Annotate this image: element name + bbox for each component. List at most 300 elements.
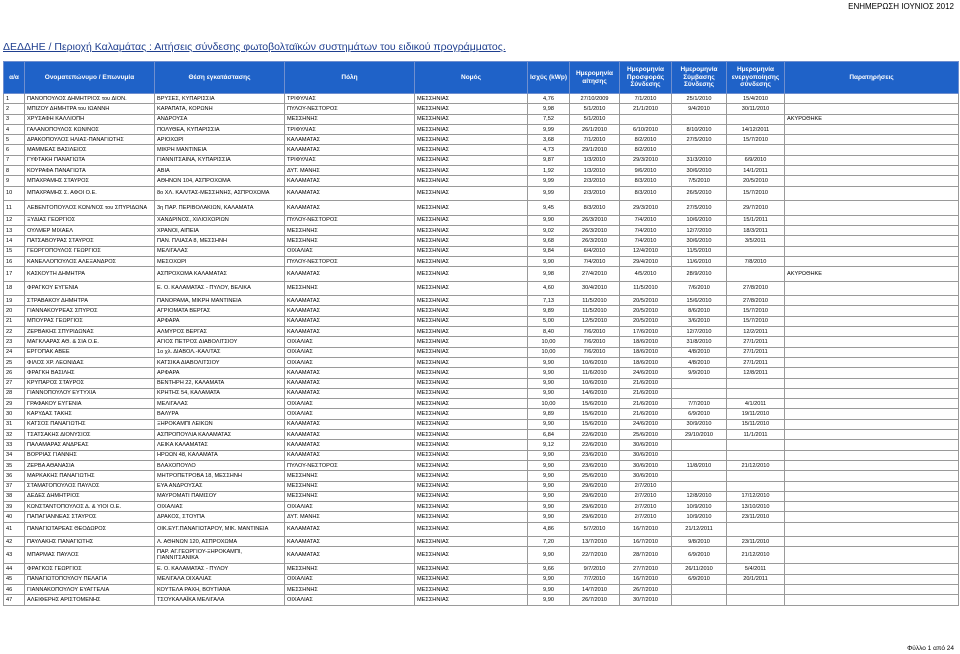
table-cell: 15/1/2011 — [727, 215, 785, 225]
table-cell: 3 — [4, 114, 25, 124]
table-cell: 2/7/2010 — [620, 491, 672, 501]
table-cell: 8/2/2010 — [620, 135, 672, 145]
table-cell: 40 — [4, 512, 25, 522]
table-cell: 21/12/2010 — [727, 547, 785, 564]
table-cell: 14/7/2010 — [570, 585, 620, 595]
table-row — [4, 440, 959, 450]
table-row — [4, 186, 959, 201]
table-cell — [785, 512, 959, 522]
table-cell: 15/6/2010 — [570, 399, 620, 409]
table-cell: 26/3/2010 — [570, 225, 620, 235]
table-cell: ΠΟΛΥΘΕΑ, ΚΥΠΑΡΙΣΣΙΑ — [155, 124, 285, 134]
table-cell: 26 — [4, 368, 25, 378]
table-cell: ΚΑΛΑΜΑΤΑΣ — [285, 440, 415, 450]
table-cell: 6/10/2010 — [620, 124, 672, 134]
table-cell: 4/1/2011 — [727, 399, 785, 409]
table-cell: 20/5/2010 — [727, 176, 785, 186]
table-cell: 8 — [4, 166, 25, 176]
table-cell: ΚΑΡΥΔΑΣ ΤΑΚΗΣ — [25, 409, 155, 419]
table-cell: ΒΑΛΥΡΑ — [155, 409, 285, 419]
table-cell — [785, 537, 959, 547]
table-cell: 11/5/2010 — [672, 246, 727, 256]
table-row — [4, 246, 959, 256]
table-cell: 6,84 — [528, 430, 570, 440]
table-cell: 9,98 — [528, 104, 570, 114]
table-cell: 9,90 — [528, 368, 570, 378]
table-cell: 21/6/2010 — [620, 399, 672, 409]
table-cell — [672, 378, 727, 388]
table-row — [4, 471, 959, 481]
table-cell: ΚΑΛΑΜΑΤΑΣ — [285, 368, 415, 378]
table-cell: 9 — [4, 176, 25, 186]
table-cell: 30/6/2010 — [620, 450, 672, 460]
table-cell: 26/3/2010 — [570, 236, 620, 246]
table-cell: ΚΟΥΤΕΛΑ ΡΑΧΗ, ΒΟΥΤΙΑΝΑ — [155, 585, 285, 595]
table-cell: ΠΑΝΑΓΙΩΤΑΡΕΑΣ ΘΕΟΔΩΡΟΣ — [25, 522, 155, 537]
table-cell: ΚΑΡΑΠΑΤΑ, ΚΟΡΩΝΗ — [155, 104, 285, 114]
table-cell: 18/6/2010 — [620, 347, 672, 357]
table-cell: ΞΗΡΟΚΑΜΠΙ ΛΕΙΚΩΝ — [155, 419, 285, 429]
table-cell: 2/7/2010 — [620, 512, 672, 522]
table-cell: 11/1/2011 — [727, 430, 785, 440]
table-cell: 39 — [4, 502, 25, 512]
table-row — [4, 430, 959, 440]
table-cell: ΚΑΛΑΜΑΤΑΣ — [285, 547, 415, 564]
table-cell — [672, 145, 727, 155]
table-cell: 16/7/2010 — [620, 574, 672, 584]
table-row — [4, 574, 959, 584]
table-cell: 9/9/2010 — [672, 368, 727, 378]
table-cell: 9,99 — [528, 186, 570, 201]
table-cell — [727, 145, 785, 155]
table-row — [4, 327, 959, 337]
table-cell: 27/5/2010 — [672, 135, 727, 145]
table-cell: ΜΕΛΙΓΑΛΑ ΟΙΧΑΛΙΑΣ — [155, 574, 285, 584]
table-row — [4, 201, 959, 216]
table-row — [4, 368, 959, 378]
applications-table — [3, 61, 959, 606]
table-cell — [785, 399, 959, 409]
table-cell — [727, 471, 785, 481]
table-row — [4, 347, 959, 357]
table-row — [4, 114, 959, 124]
table-cell: ΜΕΣΣΗΝΗΣ — [285, 281, 415, 296]
table-cell: ΜΕΣΟΧΩΡΙ — [155, 256, 285, 266]
table-cell — [785, 574, 959, 584]
table-cell: ΦΙΛΟΣ ΧΡ. ΛΕΩΝΙΔΑΣ — [25, 357, 155, 367]
table-cell: ΜΕΣΣΗΝΙΑΣ — [415, 409, 528, 419]
table-cell: 9,90 — [528, 491, 570, 501]
table-cell: 8/2/2010 — [620, 145, 672, 155]
table-cell — [727, 267, 785, 282]
table-cell: 19 — [4, 296, 25, 306]
table-cell — [785, 215, 959, 225]
table-cell: 15/4/2010 — [727, 94, 785, 104]
table-row — [4, 166, 959, 176]
table-cell: ΜΕΣΣΗΝΙΑΣ — [415, 440, 528, 450]
table-cell: 21/12/2010 — [727, 460, 785, 470]
col-header: Ημερομηνία ενεργοποίησης σύνδεσης — [727, 62, 785, 94]
table-cell: 18/6/2010 — [620, 337, 672, 347]
table-cell: ΤΣΑΤΣΑΚΗΣ ΔΙΟΝΥΣΙΟΣ — [25, 430, 155, 440]
table-cell: 4,60 — [528, 281, 570, 296]
table-cell: 7/7/2010 — [570, 574, 620, 584]
table-cell: ΟΙΧΑΛΙΑΣ — [285, 357, 415, 367]
table-cell: 7/1/2010 — [570, 135, 620, 145]
table-cell: ΚΑΛΑΜΑΤΑΣ — [285, 306, 415, 316]
table-cell: 24/6/2010 — [620, 419, 672, 429]
table-row — [4, 296, 959, 306]
table-cell — [785, 124, 959, 134]
table-cell: 1/3/2010 — [570, 155, 620, 165]
table-row — [4, 522, 959, 537]
table-cell: ΜΕΣΣΗΝΙΑΣ — [415, 267, 528, 282]
table-cell: 18 — [4, 281, 25, 296]
table-cell: ΑΛΜΥΡΟΣ ΒΕΡΓΑΣ — [155, 327, 285, 337]
table-cell: ΕΥΑ ΑΝΔΡΟΥΣΑΣ — [155, 481, 285, 491]
update-date: ΕΝΗΜΕΡΩΣΗ ΙΟΥΝΙΟΣ 2012 — [848, 2, 954, 11]
table-cell — [727, 114, 785, 124]
table-cell: 10/9/2010 — [672, 512, 727, 522]
table-cell — [785, 296, 959, 306]
table-cell: 6/9/2010 — [672, 574, 727, 584]
table-cell: 8/3/2010 — [570, 201, 620, 216]
table-cell: ΚΑΛΑΜΑΤΑΣ — [285, 135, 415, 145]
table-cell — [727, 450, 785, 460]
table-cell: 46 — [4, 585, 25, 595]
table-cell — [785, 281, 959, 296]
table-row — [4, 155, 959, 165]
table-cell: 9,98 — [528, 267, 570, 282]
table-cell: 20 — [4, 306, 25, 316]
table-cell: 9,90 — [528, 547, 570, 564]
table-cell: 9,90 — [528, 419, 570, 429]
table-cell: ΜΕΣΣΗΝΙΑΣ — [415, 471, 528, 481]
table-cell: 27/7/2010 — [620, 564, 672, 574]
table-cell — [785, 145, 959, 155]
table-cell: ΟΙΧΑΛΙΑΣ — [285, 347, 415, 357]
table-cell: ΜΕΣΣΗΝΙΑΣ — [415, 337, 528, 347]
table-cell — [785, 368, 959, 378]
table-cell: ΑΒΙΑ — [155, 166, 285, 176]
table-cell: 27/8/2010 — [727, 281, 785, 296]
table-cell: 30/6/2010 — [672, 166, 727, 176]
table-cell: ΑΣΠΡΟΧΩΜΑ ΚΑΛΑΜΑΤΑΣ — [155, 267, 285, 282]
table-cell: ΒΕΝΤΗΡΗ 22, ΚΑΛΑΜΑΤΑ — [155, 378, 285, 388]
table-cell: ΣΤΑΜΑΤΟΠΟΥΛΟΣ ΠΑΥΛΟΣ — [25, 481, 155, 491]
table-cell: 34 — [4, 450, 25, 460]
table-cell: 9,87 — [528, 155, 570, 165]
table-cell: 19/11/2010 — [727, 409, 785, 419]
table-cell: 23/11/2010 — [727, 512, 785, 522]
table-cell: 9,99 — [528, 176, 570, 186]
table-cell — [727, 595, 785, 605]
table-cell — [785, 430, 959, 440]
table-cell — [727, 522, 785, 537]
table-cell: ΑΝΔΡΟΥΣΑ — [155, 114, 285, 124]
table-cell: 6/9/2010 — [672, 547, 727, 564]
col-header: Θέση εγκατάστασης — [155, 62, 285, 94]
table-cell: 12/5/2010 — [570, 316, 620, 326]
table-cell: ΚΑΤΣΟΣ ΠΑΝΑΓΙΩΤΗΣ — [25, 419, 155, 429]
table-cell: 23/6/2010 — [570, 450, 620, 460]
table-cell: 13/10/2010 — [727, 502, 785, 512]
col-header: Ονοματεπώνυμο / Επωνυμία — [25, 62, 155, 94]
table-cell: 7/5/2010 — [672, 176, 727, 186]
table-cell: 9,90 — [528, 378, 570, 388]
table-cell: ΜΕΣΣΗΝΙΑΣ — [415, 430, 528, 440]
table-row — [4, 316, 959, 326]
table-row — [4, 135, 959, 145]
table-cell: 25/6/2010 — [620, 430, 672, 440]
table-cell: 28/7/2010 — [620, 547, 672, 564]
table-cell: 18/6/2010 — [620, 357, 672, 367]
table-cell: ΜΕΣΣΗΝΙΑΣ — [415, 166, 528, 176]
table-cell: ΜΕΣΣΗΝΙΑΣ — [415, 145, 528, 155]
table-row — [4, 124, 959, 134]
table-cell: ΒΟΡΡΙΑΣ ΓΙΑΝΝΗΣ — [25, 450, 155, 460]
table-cell: 8/3/2010 — [620, 186, 672, 201]
table-cell: ΜΑΜΜΕΑΣ ΒΑΣΙΛΕΙΟΣ — [25, 145, 155, 155]
table-cell: ΚΑΛΑΜΑΤΑΣ — [285, 186, 415, 201]
table-row — [4, 176, 959, 186]
table-cell: ΜΕΣΣΗΝΙΑΣ — [415, 481, 528, 491]
table-cell — [785, 236, 959, 246]
table-cell: 23/6/2010 — [570, 460, 620, 470]
table-cell: 11/6/2010 — [570, 368, 620, 378]
table-cell: 43 — [4, 547, 25, 564]
table-cell: ΚΑΛΑΜΑΤΑΣ — [285, 176, 415, 186]
table-cell: ΔΡΑΚΟΣ, ΣΤΟΥΠΑ — [155, 512, 285, 522]
table-cell: 29/1/2010 — [570, 145, 620, 155]
table-cell — [785, 595, 959, 605]
table-cell — [785, 201, 959, 216]
table-row — [4, 94, 959, 104]
table-cell: ΜΕΣΣΗΝΙΑΣ — [415, 104, 528, 114]
table-cell: 6/9/2010 — [672, 409, 727, 419]
table-cell: ΠΑΠΑΓΙΑΝΝΕΑΣ ΣΤΑΥΡΟΣ — [25, 512, 155, 522]
table-cell: ΦΡΑΓΚΗ ΒΑΣΙΛΗΣ — [25, 368, 155, 378]
table-cell: 20/5/2010 — [620, 316, 672, 326]
table-cell: ΓΙΑΝΝΑΚΟΠΟΥΛΟΥ ΕΥΑΓΓΕΛΙΑ — [25, 585, 155, 595]
table-cell: ΜΙΚΡΗ ΜΑΝΤΙΝΕΙΑ — [155, 145, 285, 155]
table-cell: ΜΕΣΣΗΝΙΑΣ — [415, 176, 528, 186]
table-row — [4, 537, 959, 547]
table-cell — [672, 440, 727, 450]
table-cell: 12 — [4, 215, 25, 225]
table-cell: 30/6/2010 — [620, 471, 672, 481]
table-cell: ΜΕΣΣΗΝΙΑΣ — [415, 522, 528, 537]
table-cell: 27/1/2011 — [727, 337, 785, 347]
table-cell: 11/6/2010 — [672, 256, 727, 266]
table-cell: 7/4/2010 — [620, 215, 672, 225]
table-cell: 23/11/2010 — [727, 537, 785, 547]
table-cell: ΜΕΣΣΗΝΙΑΣ — [415, 347, 528, 357]
table-cell: ΧΡΥΣΑΦΗ ΚΑΛΛΙΟΠΗ — [25, 114, 155, 124]
table-cell — [672, 388, 727, 398]
table-cell: 3/5/2011 — [727, 236, 785, 246]
col-header: Ημερομηνία Σύμβασης Σύνδεσης — [672, 62, 727, 94]
table-cell: 27/8/2010 — [727, 296, 785, 306]
table-cell — [785, 409, 959, 419]
table-cell: 26/7/2010 — [570, 595, 620, 605]
table-cell: 24 — [4, 347, 25, 357]
table-cell: 15/7/2010 — [727, 135, 785, 145]
table-cell: 4 — [4, 124, 25, 134]
table-cell: 22/6/2010 — [570, 430, 620, 440]
table-cell: 31/3/2010 — [672, 155, 727, 165]
table-cell: ΒΛΑΧΟΠΟΥΛΟ — [155, 460, 285, 470]
table-row — [4, 357, 959, 367]
table-cell: 7/8/2010 — [727, 256, 785, 266]
table-cell: ΜΕΣΣΗΝΙΑΣ — [415, 225, 528, 235]
table-cell: ΚΑΛΑΜΑΤΑΣ — [285, 145, 415, 155]
table-cell: ΤΡΙΦΥΛΙΑΣ — [285, 124, 415, 134]
table-cell: ΠΥΛΟΥ-ΝΕΣΤΟΡΟΣ — [285, 104, 415, 114]
table-cell: ΚΑΝΕΛΛΟΠΟΥΛΟΣ ΑΛΕΞΑΝΔΡΟΣ — [25, 256, 155, 266]
table-cell: ΚΑΛΑΜΑΤΑΣ — [285, 430, 415, 440]
table-header-row — [4, 62, 959, 94]
table-cell: 22 — [4, 327, 25, 337]
table-cell — [672, 114, 727, 124]
table-cell: 9,90 — [528, 481, 570, 491]
table-cell: ΑΡΦΑΡΑ — [155, 316, 285, 326]
table-cell: ΜΕΣΣΗΝΙΑΣ — [415, 491, 528, 501]
table-cell: 9,90 — [528, 502, 570, 512]
table-cell: ΚΑΛΑΜΑΤΑΣ — [285, 316, 415, 326]
table-cell: 9,90 — [528, 256, 570, 266]
table-cell: ΜΕΣΣΗΝΙΑΣ — [415, 186, 528, 201]
table-cell: 12/7/2010 — [672, 225, 727, 235]
table-cell: 3,68 — [528, 135, 570, 145]
table-cell — [785, 491, 959, 501]
table-cell: 6/4/2010 — [570, 246, 620, 256]
table-cell: 29/7/2010 — [727, 201, 785, 216]
col-header: Νομός — [415, 62, 528, 94]
table-cell — [672, 481, 727, 491]
table-cell: ΜΕΣΣΗΝΙΑΣ — [415, 460, 528, 470]
table-cell: 12/8/2011 — [727, 368, 785, 378]
table-cell — [785, 337, 959, 347]
table-cell — [785, 460, 959, 470]
table-cell: ΚΑΛΑΜΑΤΑΣ — [285, 537, 415, 547]
table-cell: 9,90 — [528, 585, 570, 595]
table-cell: 12/4/2010 — [620, 246, 672, 256]
table-row — [4, 450, 959, 460]
table-cell: 16 — [4, 256, 25, 266]
table-cell: ΚΡΥΠΑΡΟΣ ΣΤΑΥΡΟΣ — [25, 378, 155, 388]
table-cell: 15/7/2010 — [727, 306, 785, 316]
table-cell: 9/7/2010 — [570, 564, 620, 574]
table-cell: 15/6/2010 — [570, 419, 620, 429]
table-cell: ΠΥΛΟΥ-ΝΕΣΤΟΡΟΣ — [285, 460, 415, 470]
table-cell: 11/5/2010 — [570, 296, 620, 306]
table-cell: ΜΕΣΣΗΝΗΣ — [285, 481, 415, 491]
table-cell: 5,00 — [528, 316, 570, 326]
table-cell: 15/7/2010 — [727, 316, 785, 326]
table-cell: 21/12/2011 — [672, 522, 727, 537]
table-cell: ΜΕΣΣΗΝΙΑΣ — [415, 316, 528, 326]
table-cell — [785, 176, 959, 186]
table-cell: 27/1/2011 — [727, 347, 785, 357]
table-cell: 22/7/2010 — [570, 547, 620, 564]
table-cell: 15/7/2010 — [727, 186, 785, 201]
table-cell: ΔΥΤ. ΜΑΝΗΣ — [285, 512, 415, 522]
table-cell — [785, 94, 959, 104]
table-cell: Ε. Ο. ΚΑΛΑΜΑΤΑΣ - ΠΥΛΟΥ — [155, 564, 285, 574]
table-cell: 28/9/2010 — [672, 267, 727, 282]
table-cell: ΜΕΣΣΗΝΙΑΣ — [415, 512, 528, 522]
table-cell: ΚΑΛΑΜΑΤΑΣ — [285, 378, 415, 388]
table-cell: ΚΑΛΑΜΑΤΑΣ — [285, 450, 415, 460]
table-cell: 4/5/2010 — [620, 267, 672, 282]
table-cell: 17/12/2010 — [727, 491, 785, 501]
table-row — [4, 502, 959, 512]
table-cell — [785, 306, 959, 316]
table-cell: 15 — [4, 246, 25, 256]
table-cell: ΜΑΥΡΟΜΑΤΙ ΠΑΜΙΣΟΥ — [155, 491, 285, 501]
table-cell: ΑΓΡΙΟΜΑΤΑ ΒΕΡΓΑΣ — [155, 306, 285, 316]
table-cell: 17/6/2010 — [620, 327, 672, 337]
table-cell: ΠΑΡ. ΑΓ.ΓΕΩΡΓΙΟΥ-ΞΗΡΟΚΑΜΠΙ, ΓΙΑΝΝΙΤΣΑΝΙΚΑ — [155, 547, 285, 564]
table-cell — [672, 471, 727, 481]
col-header: α/α — [4, 62, 25, 94]
table-cell: ΜΕΣΣΗΝΗΣ — [285, 564, 415, 574]
table-cell: ΜΠΑΧΡΑΜΗΣ ΣΤΑΥΡΟΣ — [25, 176, 155, 186]
col-header: Παρατηρήσεις — [785, 62, 959, 94]
table-cell — [785, 471, 959, 481]
table-cell: ΜΕΣΣΗΝΙΑΣ — [415, 399, 528, 409]
table-cell: 10 — [4, 186, 25, 201]
table-cell: ΜΕΣΣΗΝΙΑΣ — [415, 246, 528, 256]
table-cell: 9/6/2010 — [620, 166, 672, 176]
table-cell: ΚΑΛΑΜΑΤΑΣ — [285, 327, 415, 337]
table-cell: ΠΑΥΛΑΚΗΣ ΠΑΝΑΓΙΩΤΗΣ — [25, 537, 155, 547]
table-cell: 6/9/2010 — [727, 155, 785, 165]
table-cell: 27/10/2009 — [570, 94, 620, 104]
table-cell: ΜΠΑΡΜΑΣ ΠΑΥΛΟΣ — [25, 547, 155, 564]
table-cell: 41 — [4, 522, 25, 537]
table-cell: ΟΙΧΑΛΙΑΣ — [285, 502, 415, 512]
table-cell: 12/8/2010 — [672, 491, 727, 501]
table-cell: 30/9/2010 — [672, 419, 727, 429]
table-cell: 12/2/2011 — [727, 327, 785, 337]
table-cell: ΓΑΛΑΝΟΠΟΥΛΟΣ ΚΩΝ/ΝΟΣ — [25, 124, 155, 134]
table-cell: 29/4/2010 — [620, 256, 672, 266]
table-cell: ΟΙΧΑΛΙΑΣ — [285, 409, 415, 419]
table-cell — [672, 450, 727, 460]
table-cell: 30/11/2010 — [727, 104, 785, 114]
table-cell: ΜΕΣΣΗΝΗΣ — [285, 225, 415, 235]
table-cell: 4,76 — [528, 94, 570, 104]
table-cell: 16/7/2010 — [620, 522, 672, 537]
table-cell — [785, 256, 959, 266]
table-cell: ΜΕΣΣΗΝΙΑΣ — [415, 419, 528, 429]
table-cell — [785, 547, 959, 564]
table-cell — [785, 155, 959, 165]
table-cell: 7/6/2010 — [570, 337, 620, 347]
table-cell: 20/5/2010 — [620, 306, 672, 316]
table-cell — [785, 347, 959, 357]
table-cell: 14 — [4, 236, 25, 246]
table-row — [4, 104, 959, 114]
table-cell: 26/7/2010 — [620, 585, 672, 595]
table-cell: 10,00 — [528, 337, 570, 347]
table-cell: 32 — [4, 430, 25, 440]
table-cell: 16/7/2010 — [620, 537, 672, 547]
table-cell: 8,40 — [528, 327, 570, 337]
table-row — [4, 481, 959, 491]
